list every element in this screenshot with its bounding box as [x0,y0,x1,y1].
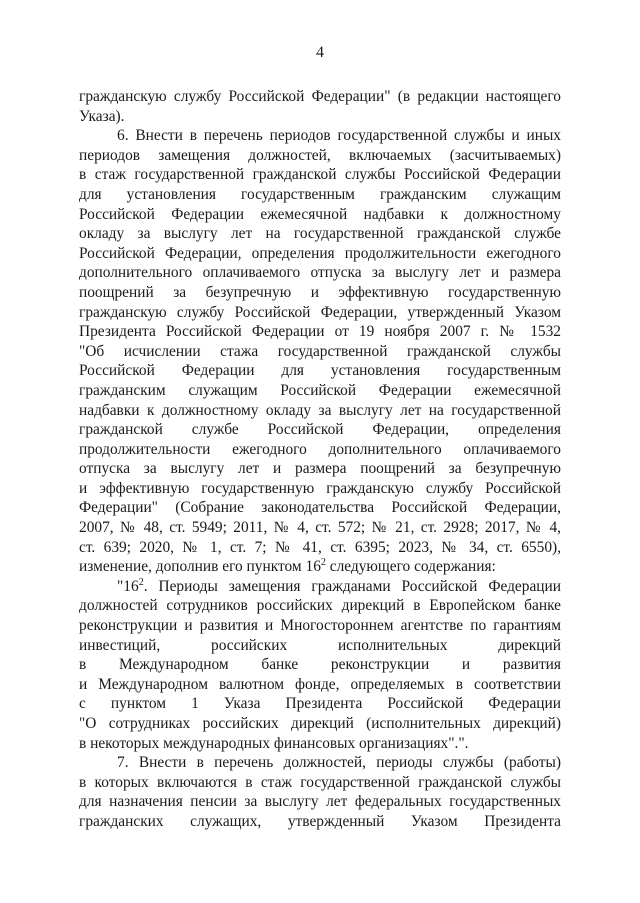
text-line: с пунктом 1 Указа Президента Российской Федерации [79,695,561,713]
text-line: в некоторых международных финансовых организациях".". [79,734,469,752]
text-line: окладу за выслугу лет на государственной гражданской службе [79,225,561,243]
text-line: Российской Федерации, определения продолжительности ежегодного [79,244,561,262]
text-line: Российской Федерации для установления государственным [79,362,561,380]
text-line: Российской Федерации ежемесячной надбавки к должностному [79,205,561,223]
text-line: и эффективную государственную гражданскую службу Российской [79,479,561,497]
text-line: гражданской службе Российской Федерации, определения [79,421,561,439]
text-line: отпуска за выслугу лет и размера поощрений за безупречную [79,460,561,478]
superscript: 2 [138,576,144,588]
text-line: 7. Внести в перечень должностей, периоды службы (работы) [117,754,561,772]
text-line: Указа). [79,107,125,125]
text-line: Президента Российской Федерации от 19 ноября 2007 г. № 1532 [79,323,561,341]
text-line: поощрений за безупречную и эффективную государственную [79,283,561,301]
text-line: Федерации" (Собрание законодательства Российской Федерации, [79,499,561,517]
text-line: должностей сотрудников российских дирекций в Европейском банке [79,597,561,615]
document-body [79,87,561,832]
text-line: гражданским служащим Российской Федерации ежемесячной [79,381,561,399]
text-line: гражданскую службу Российской Федерации" (в редакции настоящего [79,88,561,105]
text-line: продолжительности ежегодного дополнительного оплачиваемого [79,440,561,458]
page-number: 4 [316,44,324,61]
text-line: изменение, дополнив его пунктом $16^2$ следующего содержания: [79,557,496,576]
text-line: для назначения пенсии за выслугу лет федеральных государственных [79,793,561,811]
text-line: "О сотрудниках российских дирекций (исполнительных дирекций) [79,715,561,732]
text-line: и Международном валютном фонде, определяемых в соответствии [79,675,561,693]
text-line: дополнительного оплачиваемого отпуска за выслугу лет и размера [79,264,561,282]
text-line: для установления государственным гражданским служащим [79,185,561,203]
text-line: реконструкции и развития и Многостороннем агентстве по гарантиям [79,617,561,635]
text-line: в Международном банке реконструкции и развития [79,656,561,674]
text-line: в которых включаются в стаж государственной гражданской службы [79,773,561,791]
text-line: 6. Внести в перечень периодов государственной службы и иных [117,127,561,145]
text-line: надбавки к должностному окладу за выслугу лет на государственной [79,401,561,419]
text-line: инвестиций, российских исполнительных дирекций [79,636,561,654]
text-line: периодов замещения должностей, включаемых (засчитываемых) [79,146,561,164]
text-line: гражданских служащих, утвержденный Указом Президента [79,812,561,830]
text-line: "$16^2$. Периоды замещения гражданами Российской Федерации [117,576,561,595]
text-line: в стаж государственной гражданской службы Российской Федерации [79,166,561,184]
text-line: 2007, № 48, ст. 5949; 2011, № 4, ст. 572; № 21, ст. 2928; 2017, № 4, [79,519,561,537]
superscript: 2 [320,557,326,569]
text-line: гражданскую службу Российской Федерации, утвержденный Указом [79,303,561,321]
text-line: ст. 639; 2020, № 1, ст. 7; № 41, ст. 6395; 2023, № 34, ст. 6550), [79,538,561,556]
text-line: "Об исчислении стажа государственной гражданской службы [79,342,561,360]
